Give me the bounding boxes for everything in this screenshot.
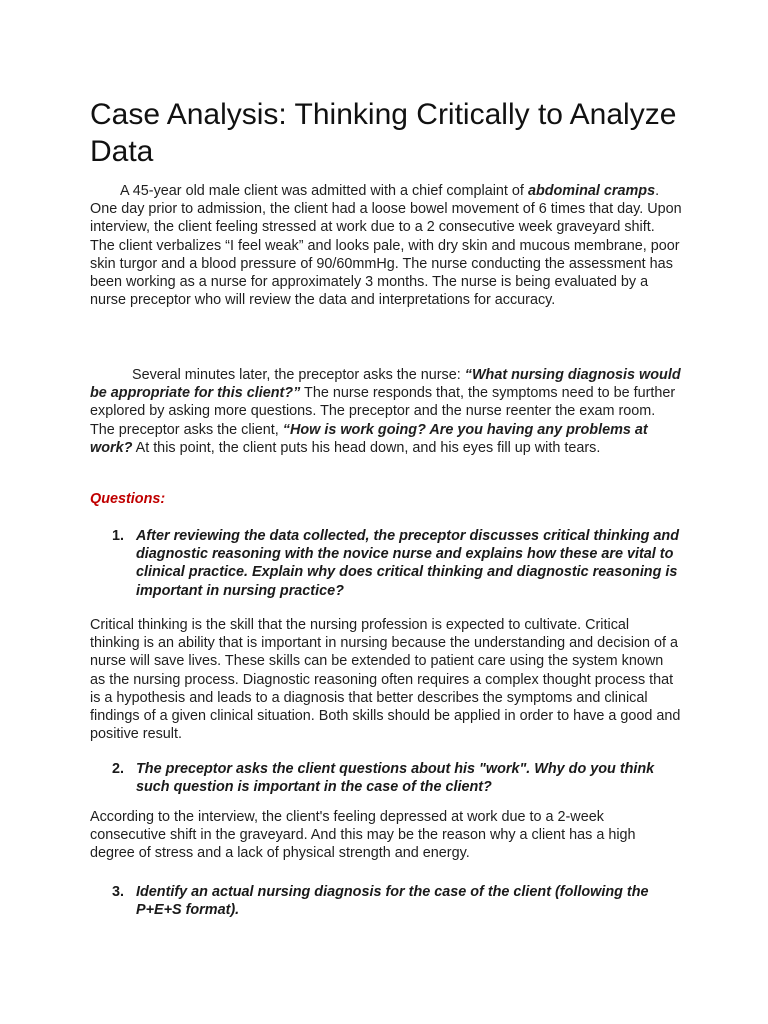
question-number: 3. [112, 884, 125, 900]
answer-2: According to the interview, the client's feeling depressed at work due to a 2-week consecutive shift in the graveyard. And this may be the reason why a client has a high degree of stress and a lack of physical strength and energy. [90, 809, 636, 862]
question-2 [112, 760, 684, 796]
scenario-text-2: The nurse responds that, the symptoms need to be further explored by asking more questions. The preceptor and the nurse reenter the exam room. The preceptor asks the client, [90, 385, 676, 438]
case-paragraph [90, 182, 682, 309]
answer-1: Critical thinking is the skill that the nursing profession is expected to cultivate. Critical thinking is an ability that is important in nursing because the understanding and decision of a nurse will save lives. These skills can be extended to patient care using the system known as the nursing process. Diagnostic reasoning often requires a complex thought process that is a hypothesis and leads to a diagnosis that better describes the symptoms and clinical findings of a given clinical situation. Both skills should be applied in order to have a good and positive result. [90, 617, 681, 743]
question-number: 2. [112, 761, 125, 777]
chief-complaint-term: abdominal cramps [527, 183, 656, 199]
preceptor-quote: “What nursing diagnosis would be appropriate for this client?” [90, 367, 681, 402]
question-text: The preceptor asks the client questions about his "work". Why do you think such question is important in the case of the client? [136, 761, 655, 796]
scenario-text-1: Several minutes later, the preceptor asks the nurse: [132, 367, 465, 383]
client-question-quote: “How is work going? Are you having any problems at work? [90, 421, 648, 456]
question-text: After reviewing the data collected, the preceptor discusses critical thinking and diagnostic reasoning with the novice nurse and explains how these are vital to clinical practice. Explain why does critical thinking and diagnostic reasoning is important in nursing practice? [136, 528, 679, 599]
scenario-text-3: At this point, the client puts his head down, and his eyes fill up with tears. [132, 439, 601, 456]
document-title: Case Analysis: Thinking Critically to Analyze Data [90, 98, 677, 168]
case-rest-text: . One day prior to admission, the client had a loose bowel movement of 6 times that day. Upon interview, the client feeling stressed at work due to a 2 consecutive week graveyard shift. The client verbalizes “I feel weak” and looks pale, with dry skin and mucous membrane, poor skin turgor and a blood pressure of 90/60mmHg. The nurse conducting the assessment has been working as a nurse for approximately 3 months. The nurse is being evaluated by a nurse preceptor who will review the data and interpretations for accuracy. [90, 183, 682, 309]
question-number: 1. [112, 528, 125, 544]
question-1 [112, 527, 684, 600]
question-3 [112, 883, 684, 919]
scenario-paragraph [90, 366, 682, 457]
questions-heading: Questions: [90, 491, 166, 507]
case-intro-text: A 45-year old male client was admitted with a chief complaint of [120, 183, 528, 199]
question-text: Identify an actual nursing diagnosis for the case of the client (following the P+E+S format). [136, 884, 649, 919]
